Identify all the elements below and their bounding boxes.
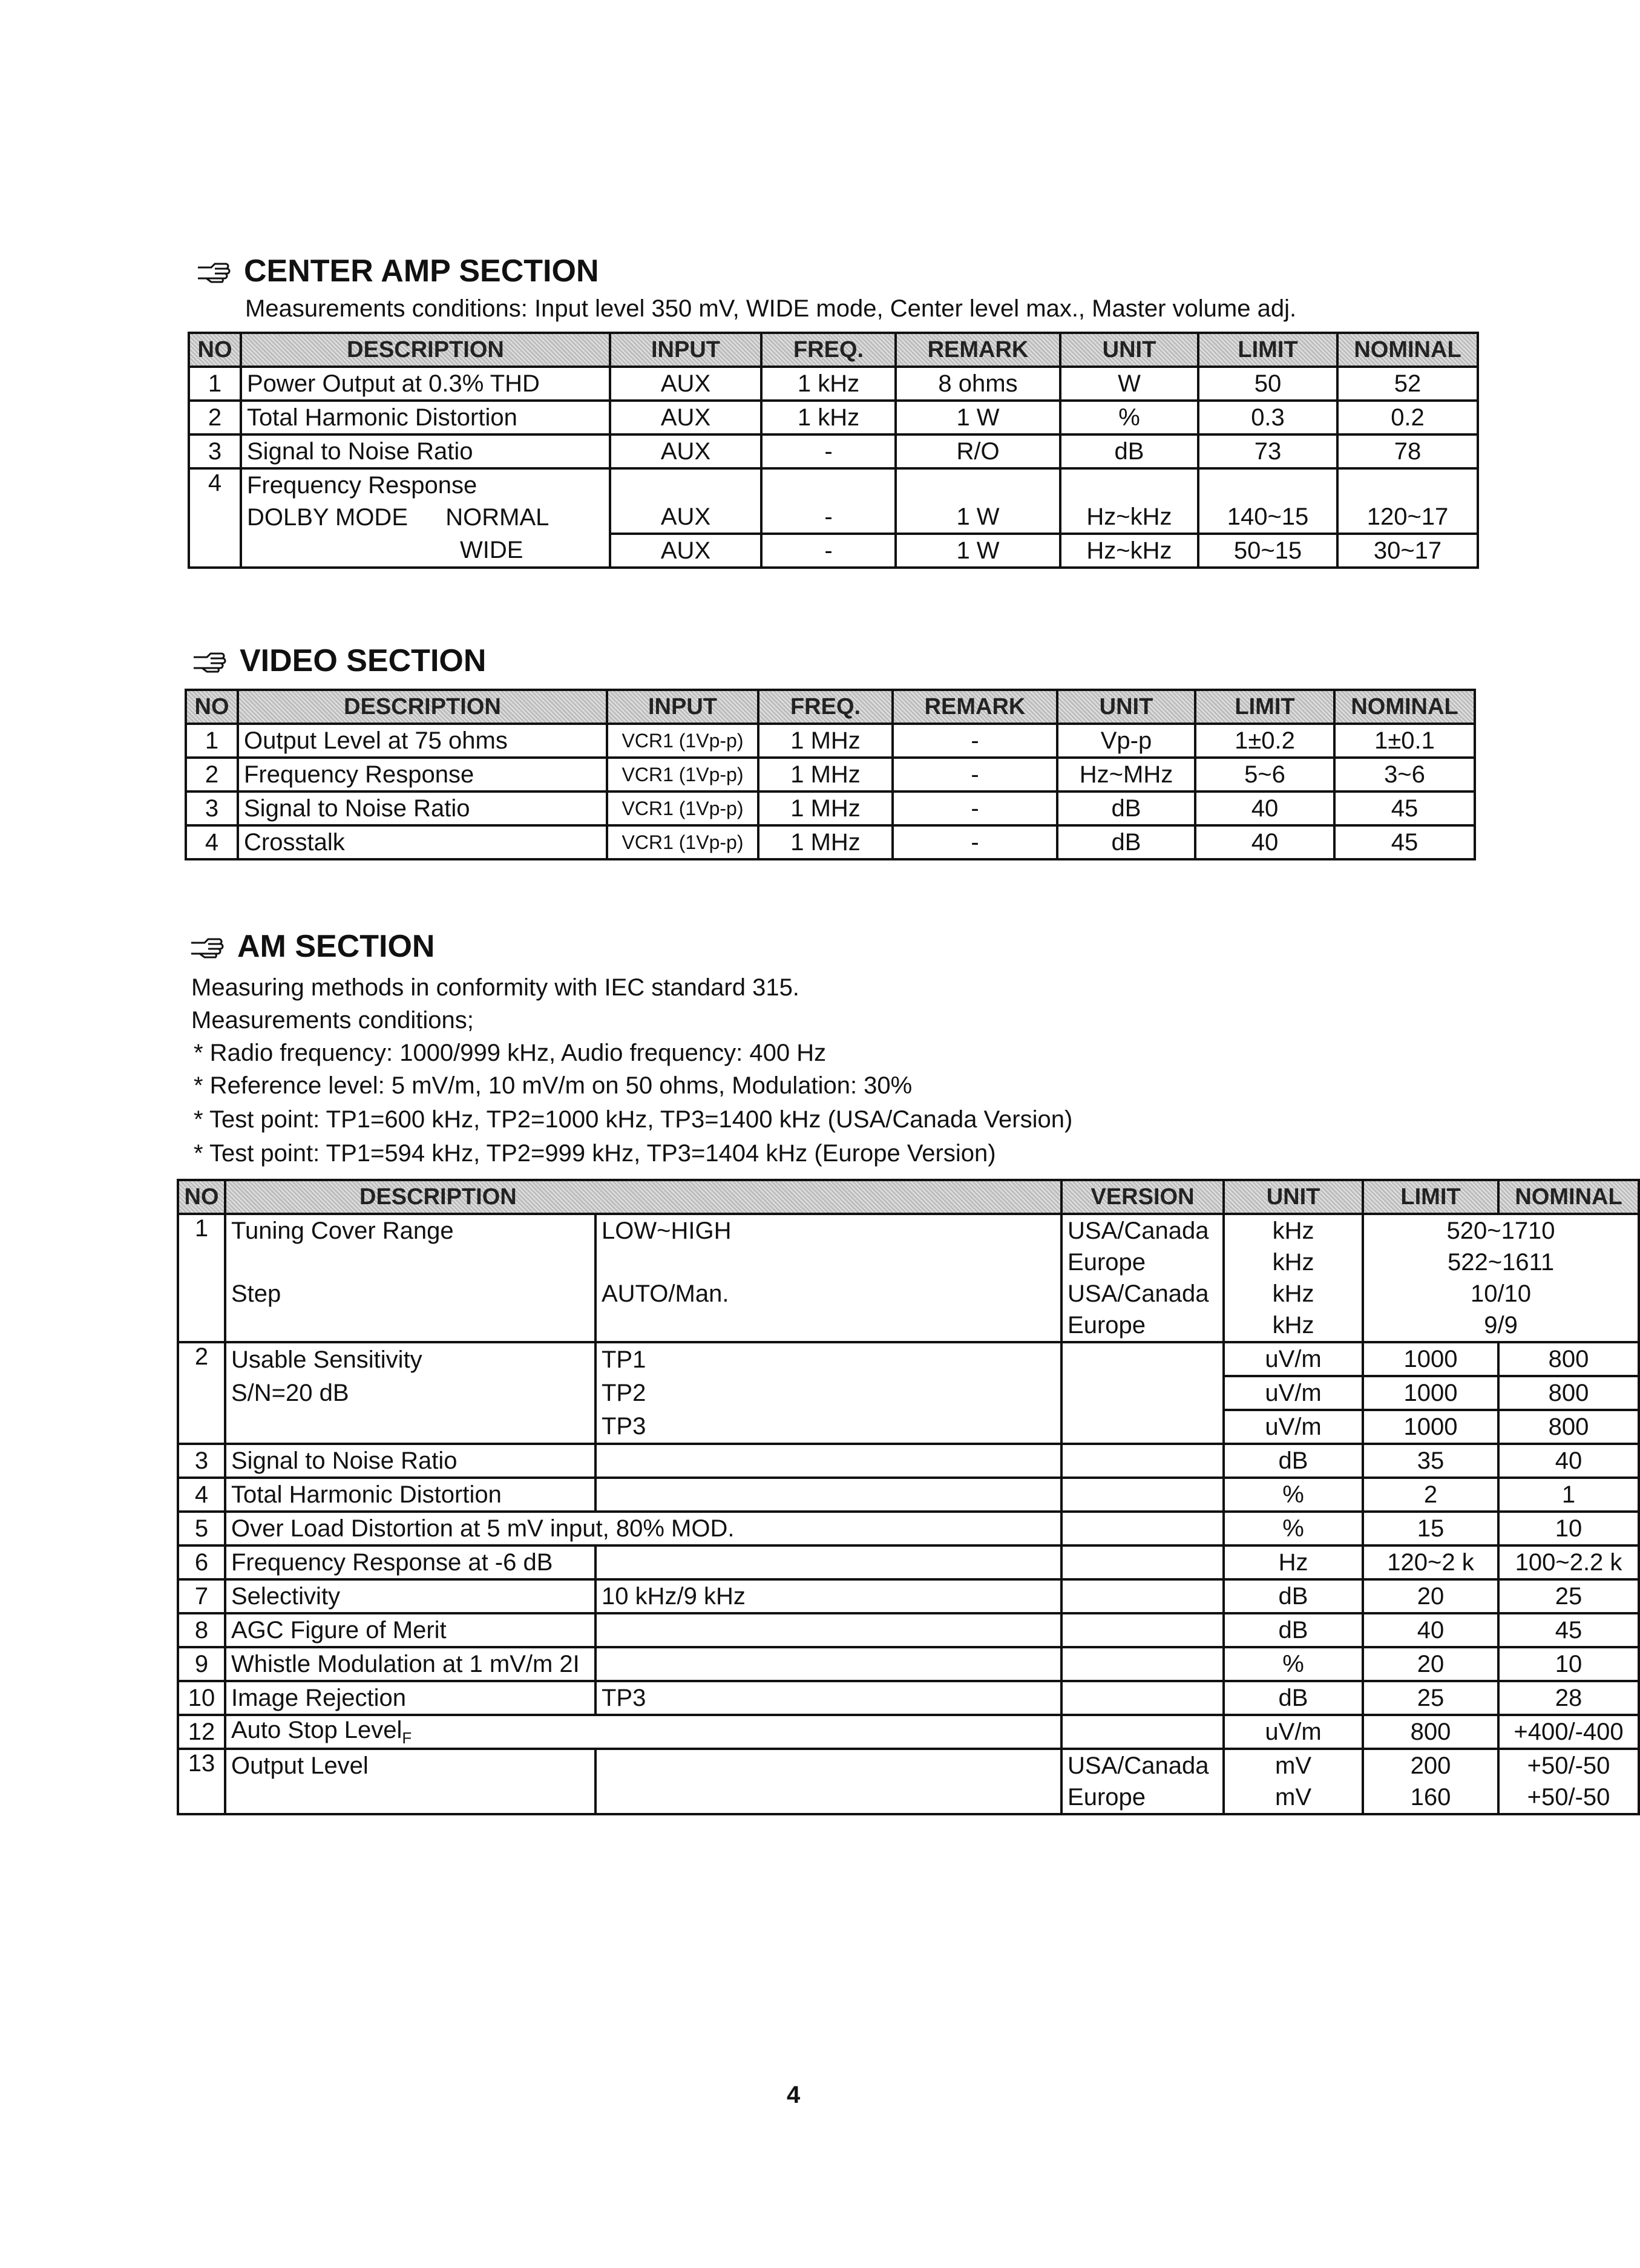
- section-title-text: AM SECTION: [237, 929, 435, 964]
- cell-description: [225, 1715, 1061, 1749]
- cell-input: VCR1 (1Vp-p): [607, 825, 758, 859]
- table-row: [189, 468, 1478, 501]
- cell-description: Frequency Response at -6 dB: [225, 1545, 595, 1579]
- header-nominal: NOMINAL: [1337, 333, 1478, 367]
- cell-remark: 1 W: [896, 501, 1060, 534]
- cell-no: 4: [178, 1478, 225, 1512]
- am-note: * Reference level: 5 mV/m, 10 mV/m on 50 ohms, Modulation: 30%: [194, 1072, 913, 1099]
- cell-unit: %: [1224, 1512, 1363, 1545]
- cell-unit: Vp-p: [1057, 724, 1195, 758]
- table-row: [178, 1214, 1639, 1247]
- header-limit: LIMIT: [1198, 333, 1337, 367]
- cell-unit: %: [1224, 1478, 1363, 1512]
- cell-nominal: 25: [1498, 1579, 1639, 1613]
- cell-condition: [595, 1545, 1061, 1579]
- cell-unit: kHz: [1224, 1309, 1363, 1342]
- cell-description: Total Harmonic Distortion: [225, 1478, 595, 1512]
- cell-unit: uV/m: [1224, 1715, 1363, 1749]
- cell-remark: -: [893, 758, 1057, 792]
- cell-nominal: +400/-400: [1498, 1715, 1639, 1749]
- cell-freq: 1 kHz: [761, 367, 896, 401]
- cell-limit: 73: [1198, 434, 1337, 468]
- cell-nominal: 120~17: [1337, 501, 1478, 534]
- cell-limit: 20: [1363, 1579, 1498, 1613]
- cell-description: Output Level at 75 ohms: [238, 724, 607, 758]
- cell-limit: 2: [1363, 1478, 1498, 1512]
- cell-unit: kHz: [1224, 1278, 1363, 1309]
- cell-freq: 1 kHz: [761, 401, 896, 434]
- cell-description: Power Output at 0.3% THD: [241, 367, 610, 401]
- cell-remark: -: [893, 792, 1057, 825]
- cell-nominal: 3~6: [1334, 758, 1475, 792]
- cell-unit: Hz~kHz: [1060, 501, 1198, 534]
- am-table: [177, 1179, 1640, 1815]
- cell-limit: 120~2 k: [1363, 1545, 1498, 1579]
- cell-nominal: 28: [1498, 1681, 1639, 1715]
- cell-no: 4: [189, 468, 241, 568]
- am-note: Measurements conditions;: [191, 1007, 474, 1034]
- cell-no: 12: [178, 1715, 225, 1749]
- table-row: [178, 1309, 1639, 1342]
- cell-unit: dB: [1057, 825, 1195, 859]
- cell-description: Selectivity: [225, 1579, 595, 1613]
- whistle-subscript: F: [402, 1728, 412, 1747]
- table-row: [178, 1376, 1639, 1410]
- cell-limit: 140~15: [1198, 501, 1337, 534]
- table-row: [189, 401, 1478, 434]
- pointing-hand-icon: [190, 934, 226, 959]
- cell-no: 8: [178, 1613, 225, 1647]
- cell-input: VCR1 (1Vp-p): [607, 724, 758, 758]
- cell-condition: TP3: [595, 1410, 1061, 1444]
- cell-no: 7: [178, 1579, 225, 1613]
- header-input: INPUT: [610, 333, 761, 367]
- header-nominal: NOMINAL: [1334, 690, 1475, 724]
- cell-unit: dB: [1224, 1579, 1363, 1613]
- cell-unit: dB: [1057, 792, 1195, 825]
- cell-condition: 10 kHz/9 kHz: [595, 1579, 1061, 1613]
- cell-nominal: 45: [1334, 825, 1475, 859]
- center-conditions: Measurements conditions: Input level 350 mV, WIDE mode, Center level max., Master volume adj.: [245, 295, 1297, 322]
- cell-no: 1: [186, 724, 238, 758]
- cell-input: AUX: [610, 367, 761, 401]
- cell-version: [1061, 1478, 1224, 1512]
- cell-condition: [595, 1444, 1061, 1478]
- cell-limit: 50~15: [1198, 534, 1337, 568]
- cell-remark: 1 W: [896, 401, 1060, 434]
- cell-limit: 5~6: [1195, 758, 1334, 792]
- table-row: [178, 1478, 1639, 1512]
- cell-version: [1061, 1613, 1224, 1647]
- table-row: [178, 1781, 1639, 1814]
- cell-no: 4: [186, 825, 238, 859]
- table-row: [178, 1410, 1639, 1444]
- header-unit: UNIT: [1224, 1180, 1363, 1214]
- cell-freq: -: [761, 534, 896, 568]
- cell-no: 3: [178, 1444, 225, 1478]
- cell-nominal: 45: [1498, 1613, 1639, 1647]
- table-header-row: [178, 1180, 1639, 1214]
- cell-freq: 1 MHz: [758, 825, 893, 859]
- am-note: * Test point: TP1=600 kHz, TP2=1000 kHz, TP3=1400 kHz (USA/Canada Version): [194, 1106, 1073, 1133]
- cell-limit: 20: [1363, 1647, 1498, 1681]
- cell-nominal: 30~17: [1337, 534, 1478, 568]
- header-unit: UNIT: [1060, 333, 1198, 367]
- cell-version: USA/Canada: [1061, 1278, 1224, 1309]
- cell-unit: uV/m: [1224, 1342, 1363, 1376]
- cell-description: Image Rejection: [225, 1681, 595, 1715]
- table-row: [189, 501, 1478, 534]
- cell-nominal: +50/-50: [1498, 1749, 1639, 1781]
- cell-description: Crosstalk: [238, 825, 607, 859]
- cell-condition: TP3: [595, 1681, 1061, 1715]
- header-description: DESCRIPTION: [241, 333, 610, 367]
- cell-nominal: 52: [1337, 367, 1478, 401]
- cell-description: S/N=20 dB: [225, 1376, 595, 1410]
- cell-limit: 40: [1195, 792, 1334, 825]
- cell-condition: [595, 1478, 1061, 1512]
- cell-no: 6: [178, 1545, 225, 1579]
- cell-unit: uV/m: [1224, 1410, 1363, 1444]
- cell-nominal: 78: [1337, 434, 1478, 468]
- cell-limit: 200: [1363, 1749, 1498, 1781]
- cell-version: USA/Canada: [1061, 1749, 1224, 1781]
- cell-description: Frequency Response: [241, 468, 610, 501]
- cell-description: [241, 501, 610, 534]
- cell-nominal: 40: [1498, 1444, 1639, 1478]
- cell-limit: 160: [1363, 1781, 1498, 1814]
- cell-nominal: +50/-50: [1498, 1781, 1639, 1814]
- cell-version: Europe: [1061, 1309, 1224, 1342]
- cell-version: USA/Canada: [1061, 1214, 1224, 1247]
- cell-nominal: 45: [1334, 792, 1475, 825]
- cell-no: 2: [178, 1342, 225, 1444]
- cell-limit: 1±0.2: [1195, 724, 1334, 758]
- cell-unit: Hz~MHz: [1057, 758, 1195, 792]
- cell-version: [1061, 1715, 1224, 1749]
- table-header-row: [186, 690, 1475, 724]
- table-row: [178, 1681, 1639, 1715]
- cell-unit: kHz: [1224, 1214, 1363, 1247]
- cell-unit: W: [1060, 367, 1198, 401]
- table-row: [189, 434, 1478, 468]
- cell-nominal: 100~2.2 k: [1498, 1545, 1639, 1579]
- dolby-mode-label: DOLBY MODE: [247, 503, 408, 531]
- cell-unit: mV: [1224, 1781, 1363, 1814]
- cell-limit: 1000: [1363, 1410, 1498, 1444]
- cell-unit: kHz: [1224, 1247, 1363, 1278]
- cell-freq: -: [761, 501, 896, 534]
- video-table: [185, 689, 1476, 860]
- cell-description: Over Load Distortion at 5 mV input, 80% MOD.: [225, 1512, 1061, 1545]
- pointing-hand-icon: [192, 649, 229, 673]
- cell-remark: -: [893, 724, 1057, 758]
- cell-condition: LOW~HIGH: [595, 1214, 1061, 1247]
- dolby-mode-normal: NORMAL: [445, 503, 549, 531]
- cell-limit: 40: [1195, 825, 1334, 859]
- table-row: [189, 367, 1478, 401]
- header-freq: FREQ.: [761, 333, 896, 367]
- center-amp-title: [197, 253, 599, 289]
- am-note: Measuring methods in conformity with IEC standard 315.: [191, 974, 799, 1001]
- cell-limit: 522~1611: [1363, 1247, 1639, 1278]
- cell-description: Signal to Noise Ratio: [241, 434, 610, 468]
- table-row: [178, 1715, 1639, 1749]
- cell-condition: [595, 1647, 1061, 1681]
- cell-description: Tuning Cover Range: [225, 1214, 595, 1247]
- cell-no: 9: [178, 1647, 225, 1681]
- cell-nominal: 10: [1498, 1647, 1639, 1681]
- header-freq: FREQ.: [758, 690, 893, 724]
- header-remark: REMARK: [896, 333, 1060, 367]
- cell-description: Signal to Noise Ratio: [238, 792, 607, 825]
- cell-limit: 520~1710: [1363, 1214, 1639, 1247]
- cell-freq: 1 MHz: [758, 758, 893, 792]
- cell-unit: Hz~kHz: [1060, 534, 1198, 568]
- table-row: [178, 1247, 1639, 1278]
- header-remark: REMARK: [893, 690, 1057, 724]
- cell-limit: 1000: [1363, 1376, 1498, 1410]
- cell-description: Signal to Noise Ratio: [225, 1444, 595, 1478]
- section-title-text: CENTER AMP SECTION: [244, 254, 599, 289]
- cell-limit: 25: [1363, 1681, 1498, 1715]
- am-title: [190, 928, 435, 965]
- cell-limit: 15: [1363, 1512, 1498, 1545]
- table-header-row: [189, 333, 1478, 367]
- cell-no: 3: [189, 434, 241, 468]
- cell-description: Usable Sensitivity: [225, 1342, 595, 1376]
- header-no: NO: [186, 690, 238, 724]
- table-row: [178, 1647, 1639, 1681]
- cell-condition: TP1: [595, 1342, 1061, 1376]
- header-limit: LIMIT: [1363, 1180, 1498, 1214]
- cell-version: [1061, 1545, 1224, 1579]
- cell-nominal: 1: [1498, 1478, 1639, 1512]
- header-input: INPUT: [607, 690, 758, 724]
- cell-unit: %: [1060, 401, 1198, 434]
- cell-nominal: 800: [1498, 1376, 1639, 1410]
- center-amp-table: [188, 332, 1479, 569]
- cell-freq: 1 MHz: [758, 724, 893, 758]
- cell-nominal: 0.2: [1337, 401, 1478, 434]
- cell-limit: 10/10: [1363, 1278, 1639, 1309]
- cell-unit: dB: [1224, 1681, 1363, 1715]
- cell-nominal: 1±0.1: [1334, 724, 1475, 758]
- header-no: NO: [178, 1180, 225, 1214]
- table-row: [189, 534, 1478, 568]
- table-row: [178, 1749, 1639, 1781]
- cell-limit: 50: [1198, 367, 1337, 401]
- am-note: * Radio frequency: 1000/999 kHz, Audio frequency: 400 Hz: [194, 1040, 827, 1066]
- section-title-text: VIDEO SECTION: [240, 643, 487, 678]
- am-note: * Test point: TP1=594 kHz, TP2=999 kHz, TP3=1404 kHz (Europe Version): [194, 1140, 996, 1167]
- cell-limit: 9/9: [1363, 1309, 1639, 1342]
- cell-condition: TP2: [595, 1376, 1061, 1410]
- cell-freq: 1 MHz: [758, 792, 893, 825]
- cell-no: 10: [178, 1681, 225, 1715]
- table-row: [178, 1613, 1639, 1647]
- cell-input: VCR1 (1Vp-p): [607, 792, 758, 825]
- header-version: VERSION: [1061, 1180, 1224, 1214]
- page-number: 4: [787, 2082, 801, 2108]
- cell-nominal: 800: [1498, 1342, 1639, 1376]
- cell-remark: 1 W: [896, 534, 1060, 568]
- cell-input: AUX: [610, 434, 761, 468]
- cell-remark: R/O: [896, 434, 1060, 468]
- header-no: NO: [189, 333, 241, 367]
- cell-nominal: 10: [1498, 1512, 1639, 1545]
- table-row: [186, 792, 1475, 825]
- cell-description: Step: [225, 1278, 595, 1309]
- whistle-label: Auto Stop Level: [231, 1716, 402, 1743]
- cell-unit: Hz: [1224, 1545, 1363, 1579]
- cell-no: 3: [186, 792, 238, 825]
- table-row: [178, 1278, 1639, 1309]
- cell-unit: dB: [1060, 434, 1198, 468]
- cell-description: Output Level: [225, 1749, 595, 1781]
- cell-no: 5: [178, 1512, 225, 1545]
- table-row: [178, 1342, 1639, 1376]
- cell-input: AUX: [610, 534, 761, 568]
- cell-freq: -: [761, 434, 896, 468]
- cell-input: VCR1 (1Vp-p): [607, 758, 758, 792]
- cell-limit: 800: [1363, 1715, 1498, 1749]
- cell-condition: [595, 1613, 1061, 1647]
- cell-remark: -: [893, 825, 1057, 859]
- cell-unit: dB: [1224, 1444, 1363, 1478]
- table-row: [186, 758, 1475, 792]
- video-title: [192, 643, 486, 679]
- cell-version: [1061, 1512, 1224, 1545]
- cell-description: AGC Figure of Merit: [225, 1613, 595, 1647]
- cell-input: AUX: [610, 401, 761, 434]
- cell-unit: uV/m: [1224, 1376, 1363, 1410]
- cell-no: 1: [178, 1214, 225, 1342]
- cell-limit: 35: [1363, 1444, 1498, 1478]
- cell-input: AUX: [610, 501, 761, 534]
- table-row: [186, 724, 1475, 758]
- header-description: DESCRIPTION: [238, 690, 607, 724]
- cell-description: Total Harmonic Distortion: [241, 401, 610, 434]
- cell-unit: mV: [1224, 1749, 1363, 1781]
- cell-description: Frequency Response: [238, 758, 607, 792]
- table-row: [186, 825, 1475, 859]
- cell-version: [1061, 1647, 1224, 1681]
- cell-nominal: 800: [1498, 1410, 1639, 1444]
- cell-limit: 0.3: [1198, 401, 1337, 434]
- cell-version: [1061, 1444, 1224, 1478]
- cell-version: Europe: [1061, 1247, 1224, 1278]
- table-row: [178, 1444, 1639, 1478]
- cell-condition: AUTO/Man.: [595, 1278, 1061, 1309]
- cell-unit: %: [1224, 1647, 1363, 1681]
- cell-version: [1061, 1681, 1224, 1715]
- cell-no: 1: [189, 367, 241, 401]
- cell-version: [1061, 1579, 1224, 1613]
- header-description: DESCRIPTION: [225, 1180, 1061, 1214]
- cell-no: 2: [186, 758, 238, 792]
- table-row: [178, 1545, 1639, 1579]
- cell-remark: 8 ohms: [896, 367, 1060, 401]
- cell-limit: 40: [1363, 1613, 1498, 1647]
- table-row: [178, 1512, 1639, 1545]
- cell-no: 13: [178, 1749, 225, 1814]
- cell-version: Europe: [1061, 1781, 1224, 1814]
- table-row: [178, 1579, 1639, 1613]
- pointing-hand-icon: [197, 259, 233, 283]
- header-limit: LIMIT: [1195, 690, 1334, 724]
- dolby-mode-wide: WIDE: [241, 534, 610, 568]
- header-nominal: NOMINAL: [1498, 1180, 1639, 1214]
- cell-no: 2: [189, 401, 241, 434]
- cell-limit: 1000: [1363, 1342, 1498, 1376]
- cell-description: Whistle Modulation at 1 mV/m 2I: [225, 1647, 595, 1681]
- header-unit: UNIT: [1057, 690, 1195, 724]
- cell-unit: dB: [1224, 1613, 1363, 1647]
